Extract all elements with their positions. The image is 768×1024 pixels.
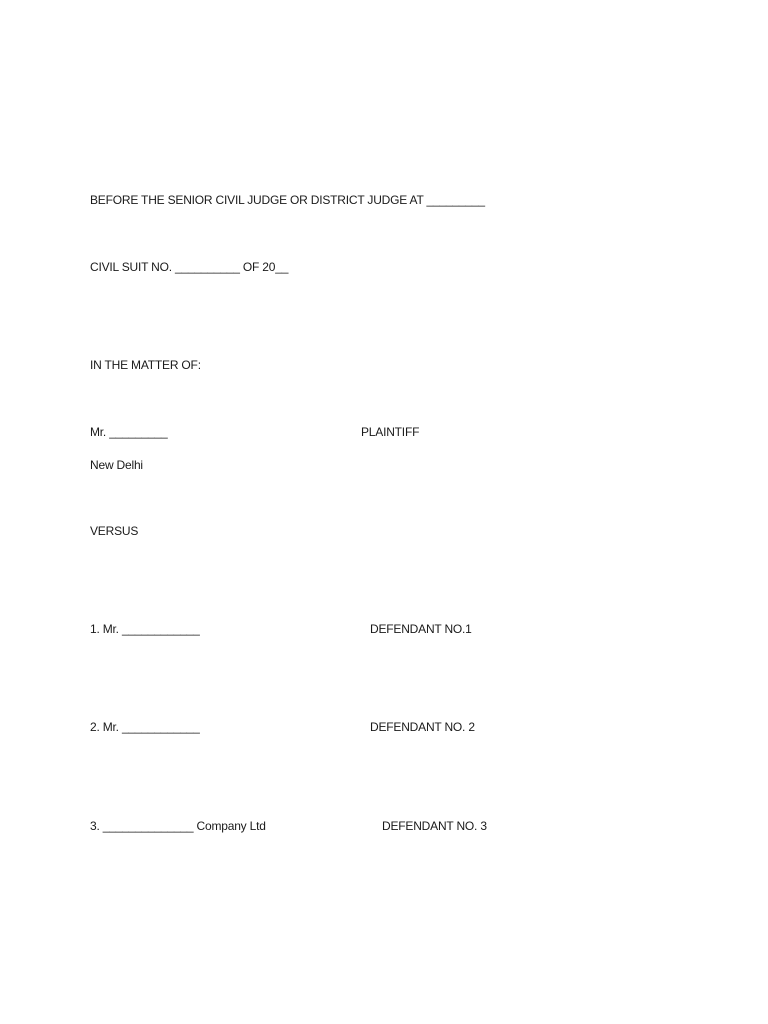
defendant-2-name: 2. Mr. ____________ <box>90 720 200 734</box>
defendant-3-role: DEFENDANT NO. 3 <box>382 819 487 833</box>
plaintiff-role: PLAINTIFF <box>361 425 420 439</box>
suit-number: CIVIL SUIT NO. __________ OF 20__ <box>90 260 289 274</box>
versus-label: VERSUS <box>90 524 139 538</box>
defendant-3-name: 3. ______________ Company Ltd <box>90 819 266 833</box>
court-heading: BEFORE THE SENIOR CIVIL JUDGE OR DISTRICT JUDGE AT _________ <box>90 193 485 207</box>
plaintiff-name: Mr. _________ <box>90 425 168 439</box>
defendant-1-role: DEFENDANT NO.1 <box>370 622 472 636</box>
defendant-1-name: 1. Mr. ____________ <box>90 622 200 636</box>
matter-label: IN THE MATTER OF: <box>90 358 201 372</box>
defendant-2-role: DEFENDANT NO. 2 <box>370 720 475 734</box>
plaintiff-address: New Delhi <box>90 458 143 472</box>
